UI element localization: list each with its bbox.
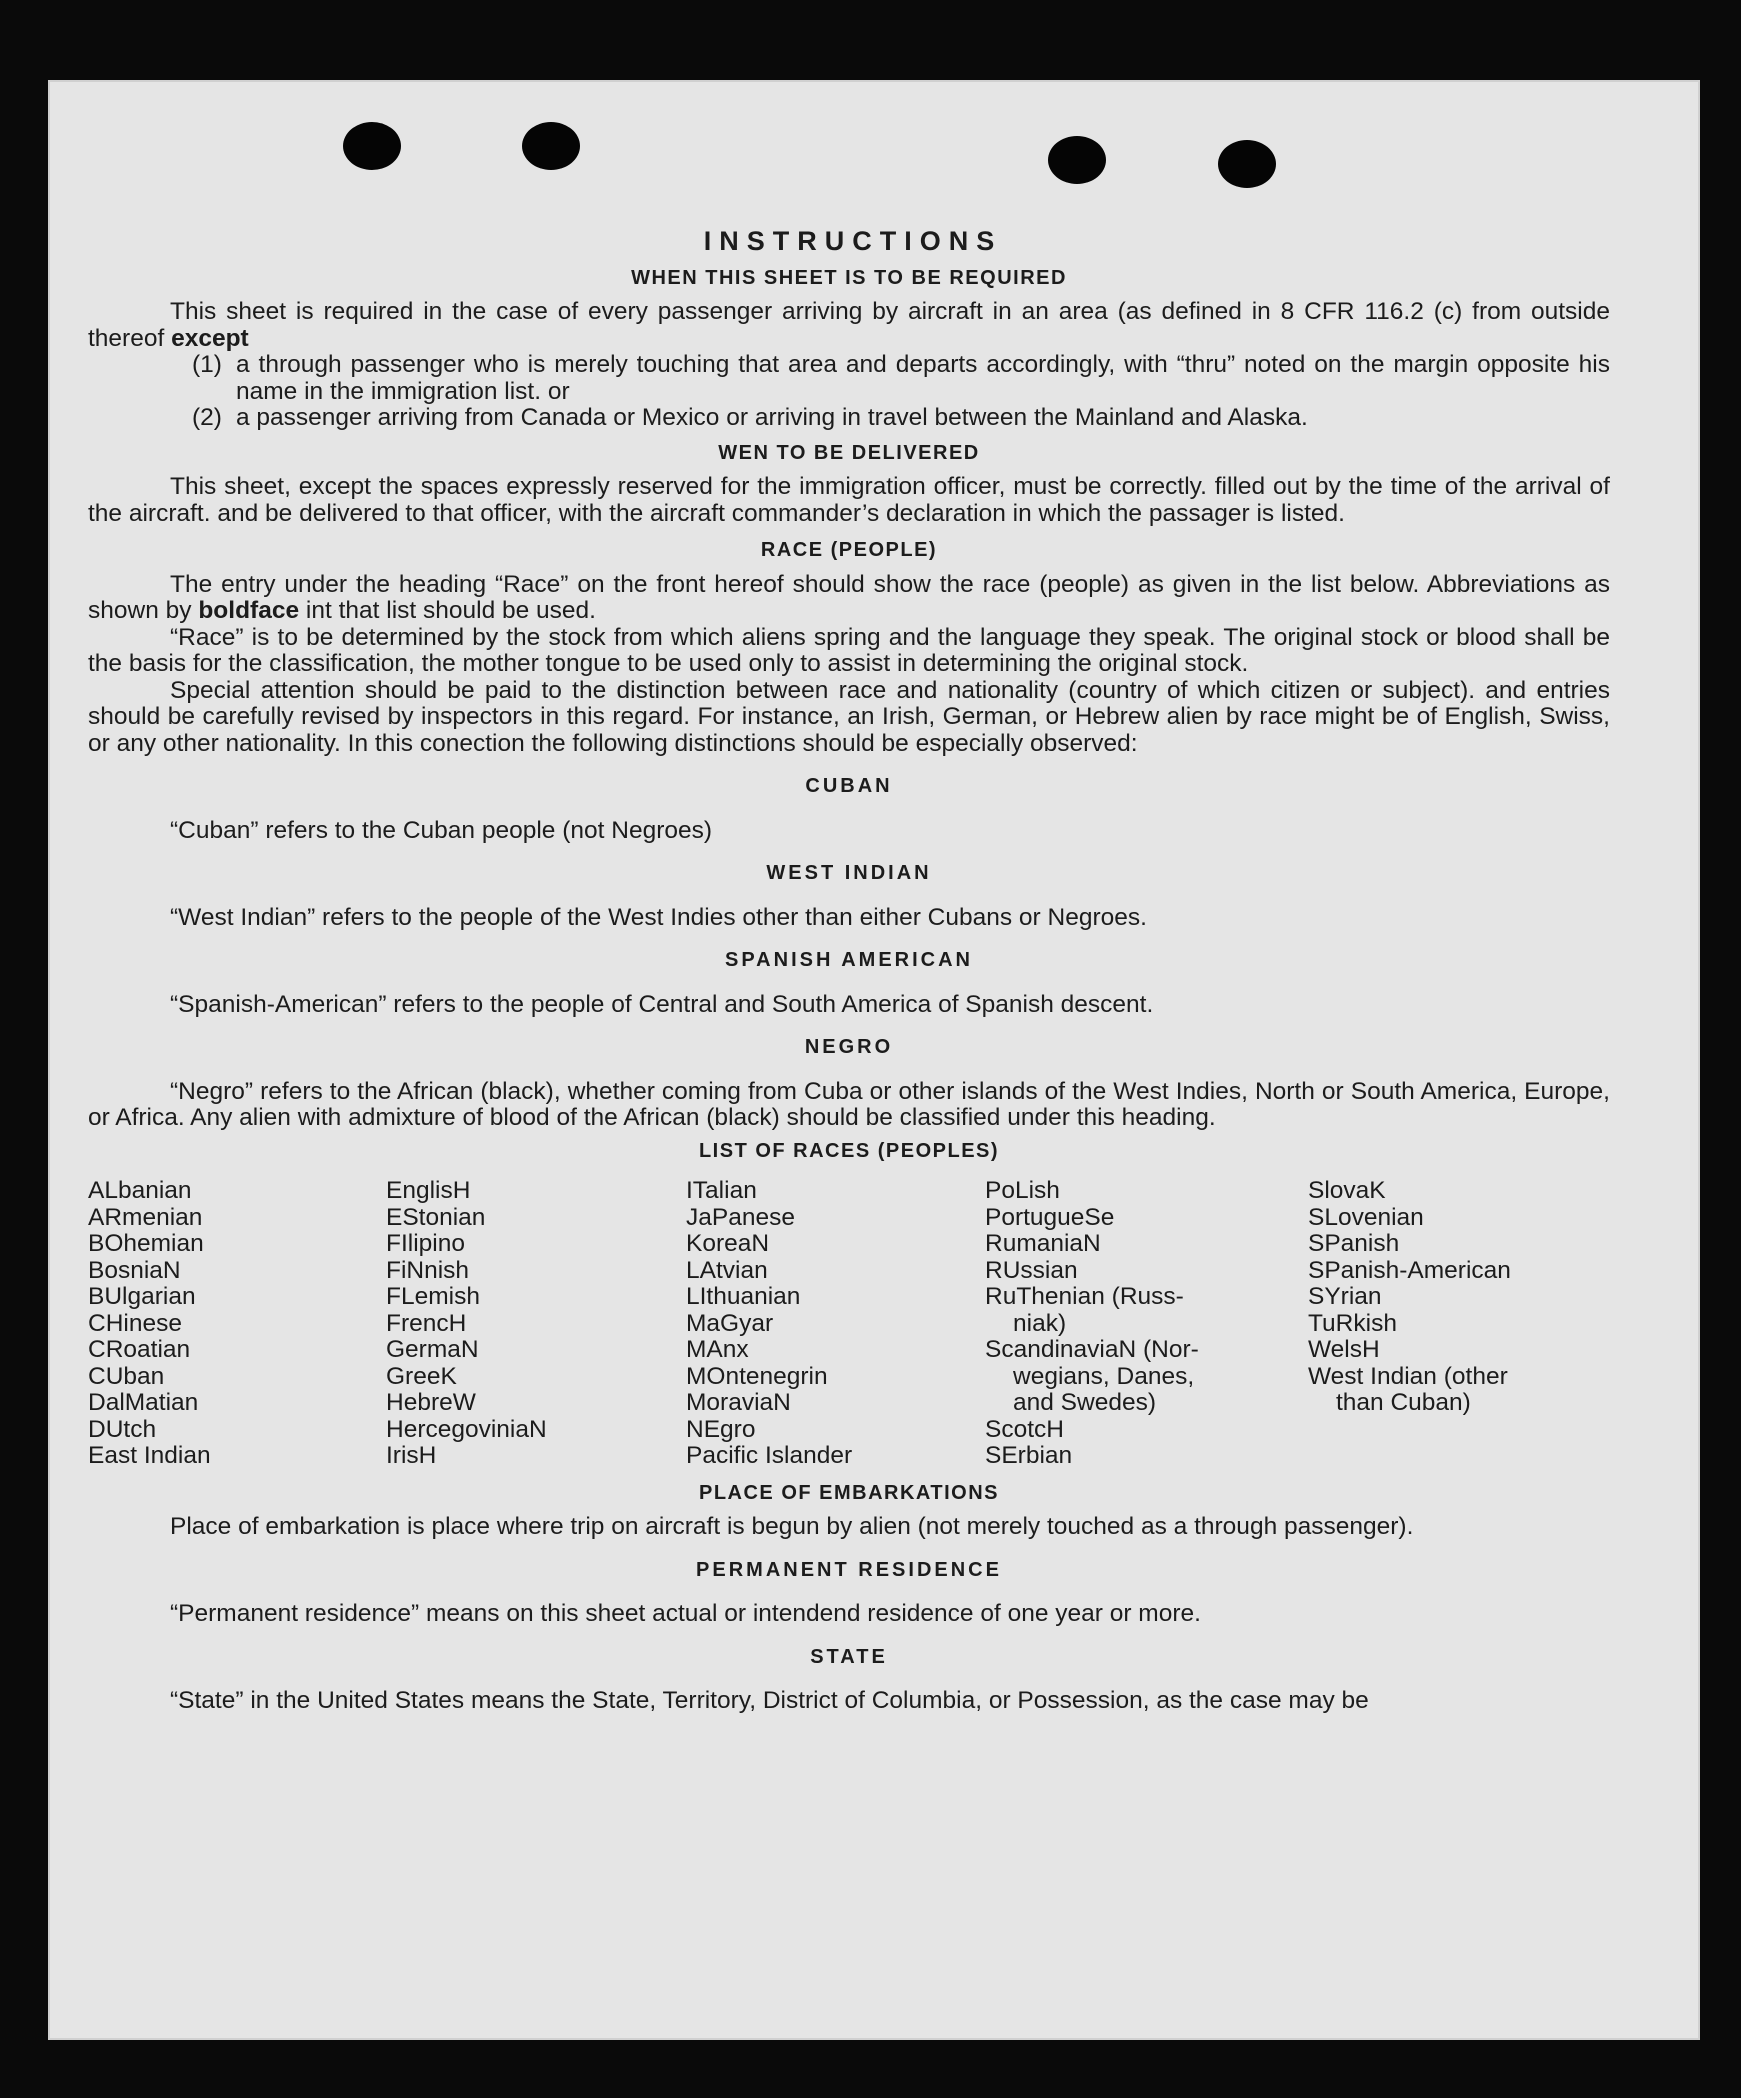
list-item: MOntenegrin <box>686 1362 828 1390</box>
state-text: “State” in the United States means the State, Territory, District of Columbia, or Possession, as the case may be <box>170 1687 1369 1714</box>
list-item: FIlipino <box>386 1230 465 1257</box>
race-paragraph-1: The entry under the heading “Race” on the front hereof should show the race (people) as given in the list below. Abbreviations as shown by boldface int that list should be used. <box>88 570 1610 624</box>
list-item: PoLish <box>985 1177 1060 1204</box>
races-column <box>1308 1178 1568 1470</box>
list-item: LIthuanian <box>686 1283 801 1310</box>
list-item: Pacific Islander <box>686 1442 853 1469</box>
list-item: HercegoviniaN <box>386 1415 547 1443</box>
list-item: ScotcH <box>985 1415 1064 1443</box>
section-heading-state: STATE <box>810 1645 888 1668</box>
race-paragraph-2: “Race” is to be determined by the stock from which aliens spring and the language they speak. The original stock or blood shall be the basis for the classification, the mother tongue to be used only to assist in determining the original stock. <box>88 623 1610 677</box>
section-heading-spanish-american: SPANISH AMERICAN <box>724 949 973 971</box>
when-delivered-text: This sheet, except the spaces expressly reserved for the immigration officer, must be correctly. filled out by the time of the arrival of the aircraft. and be delivered to that officer, with the aircraft commander’s declaration in which the passager is listed. <box>88 473 1610 527</box>
list-item: MaGyar <box>686 1309 774 1337</box>
list-item: KoreaN <box>686 1230 770 1257</box>
section-heading-race: RACE (PEOPLE) <box>760 539 938 561</box>
section-heading-negro: NEGRO <box>804 1036 894 1058</box>
list-item: West Indian (other <box>1308 1362 1508 1390</box>
list-item: CRoatian <box>88 1336 191 1363</box>
list-item: FrencH <box>386 1309 467 1337</box>
cuban-text: “Cuban” refers to the Cuban people (not Negroes) <box>170 816 713 844</box>
list-item: BUlgarian <box>88 1283 196 1310</box>
punch-hole <box>522 122 580 170</box>
punch-hole <box>1048 136 1106 184</box>
punch-hole <box>343 122 401 170</box>
races-column <box>386 1178 686 1470</box>
list-item-continuation: than Cuban) <box>1336 1389 1471 1416</box>
west-indian-text: “West Indian” refers to the people of the West Indies other than either Cubans or Negroes. <box>170 903 1147 931</box>
section-heading-when-required: WHEN THIS SHEET IS TO BE REQUIRED <box>631 266 1067 289</box>
list-item: ScandinaviaN (Nor- <box>985 1336 1199 1363</box>
races-column <box>985 1178 1308 1470</box>
spanish-american-text: “Spanish-American” refers to the people of Central and South America of Spanish descent. <box>170 990 1154 1018</box>
list-item: CHinese <box>88 1309 182 1337</box>
list-item: DUtch <box>88 1415 157 1443</box>
list-item: WelsH <box>1308 1336 1380 1363</box>
section-heading-cuban: CUBAN <box>805 775 893 797</box>
list-item: BosniaN <box>88 1256 181 1284</box>
document-sheet <box>48 80 1700 2040</box>
list-item: FLemish <box>386 1283 480 1310</box>
list-item: GermaN <box>386 1336 479 1363</box>
list-item: SPanish-American <box>1308 1256 1511 1284</box>
negro-text: “Negro” refers to the African (black), whether coming from Cuba or other islands of the West Indies, North or South America, Europe, or Africa. Any alien with admixture of blood of the African (black) should be classified under this heading. <box>88 1077 1610 1131</box>
list-item: LAtvian <box>686 1256 768 1284</box>
punch-hole <box>1218 140 1276 188</box>
residence-text: “Permanent residence” means on this sheet actual or intendend residence of one year or more. <box>170 1600 1201 1627</box>
list-item: BOhemian <box>88 1230 204 1257</box>
list-item: SlovaK <box>1308 1177 1386 1204</box>
race-paragraph-3: Special attention should be paid to the distinction between race and nationality (country of which citizen or subject). and entries should be carefully revised by inspectors in this regard. For instance, an Irish, German, or Hebrew alien by race might be of English, Swiss, or any other nationality. In this conection the following distinctions should be especially observed: <box>88 676 1610 757</box>
page-title: INSTRUCTIONS <box>703 226 1003 256</box>
list-item: FiNnish <box>386 1256 470 1284</box>
list-item: IrisH <box>386 1442 437 1469</box>
embarkation-text: Place of embarkation is place where trip on aircraft is begun by alien (not merely touched as a through passenger). <box>170 1513 1414 1540</box>
list-item: SErbian <box>985 1442 1073 1469</box>
list-item: PortugueSe <box>985 1203 1115 1231</box>
list-item: RumaniaN <box>985 1230 1101 1257</box>
list-item: ITalian <box>686 1177 757 1204</box>
list-item: MoraviaN <box>686 1389 791 1416</box>
list-item: NEgro <box>686 1415 756 1443</box>
section-heading-when-delivered: WEN TO BE DELIVERED <box>718 441 980 464</box>
list-item: ALbanian <box>88 1177 192 1204</box>
races-table <box>88 1178 1610 1470</box>
list-item: RUssian <box>985 1256 1078 1284</box>
list-item-continuation: and Swedes) <box>1013 1389 1157 1416</box>
section-heading-list-of-races: LIST OF RACES (PEOPLES) <box>698 1139 1000 1162</box>
races-column <box>686 1178 985 1470</box>
section-heading-residence: PERMANENT RESIDENCE <box>696 1558 1002 1581</box>
list-item: JaPanese <box>686 1203 795 1231</box>
list-item-continuation: wegians, Danes, <box>1013 1362 1195 1390</box>
section-heading-west-indian: WEST INDIAN <box>766 862 932 884</box>
list-item: TuRkish <box>1308 1309 1397 1337</box>
list-item-continuation: niak) <box>1013 1309 1067 1337</box>
list-item: (2) a passenger arriving from Canada or Mexico or arriving in travel between the Mainland and Alaska. <box>192 404 1308 431</box>
list-item: DalMatian <box>88 1389 199 1416</box>
when-required-intro: This sheet is required in the case of every passenger arriving by aircraft in an area (as defined in 8 CFR 116.2 (c) from outside thereof except <box>88 298 1610 352</box>
list-item: (1) a through passenger who is merely touching that area and departs accordingly, with “thru” noted on the margin opposite his name in the immigration list. or <box>192 351 1610 405</box>
list-item: MAnx <box>686 1336 749 1363</box>
instructions-body <box>88 228 1610 1715</box>
list-item: East Indian <box>88 1442 211 1469</box>
list-item: GreeK <box>386 1362 457 1390</box>
list-item: SPanish <box>1308 1230 1400 1257</box>
list-item: CUban <box>88 1362 165 1390</box>
list-item: RuThenian (Russ- <box>985 1283 1184 1310</box>
section-heading-embarkation: PLACE OF EMBARKATIONS <box>698 1481 999 1504</box>
list-item: SLovenian <box>1308 1203 1424 1231</box>
list-item: EStonian <box>386 1203 486 1231</box>
list-item: ARmenian <box>88 1203 203 1231</box>
races-column <box>88 1178 386 1470</box>
list-item: HebreW <box>386 1389 476 1416</box>
list-item: EnglisH <box>386 1177 471 1204</box>
list-item: SYrian <box>1308 1283 1382 1310</box>
